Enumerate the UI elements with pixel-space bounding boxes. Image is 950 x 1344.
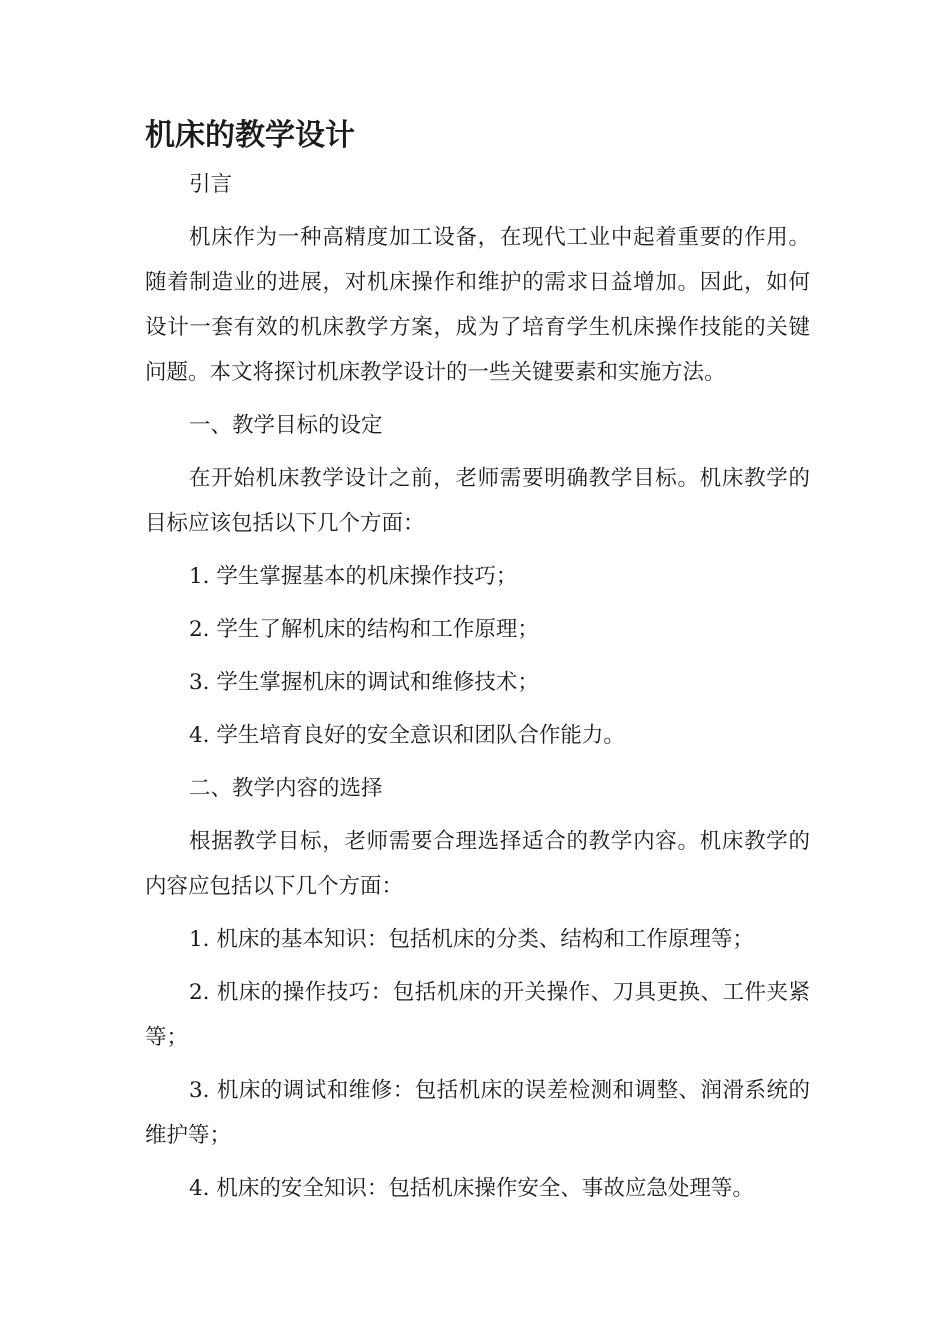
list-item-content-4: 4. 机床的安全知识：包括机床操作安全、事故应急处理等。 <box>189 1176 754 1201</box>
list-item-content-3: 3. 机床的调试和维修：包括机床的误差检测和调整、润滑系统的维护等； <box>145 1078 810 1148</box>
section-heading-content: 二、教学内容的选择 <box>189 776 383 801</box>
paragraph-goals: 在开始机床教学设计之前，老师需要明确教学目标。机床教学的目标应该包括以下几个方面： <box>145 466 810 536</box>
section-heading-intro: 引言 <box>189 172 233 197</box>
document-title: 机床的教学设计 <box>145 118 355 153</box>
list-item-content-1: 1. 机床的基本知识：包括机床的分类、结构和工作原理等； <box>189 927 754 952</box>
paragraph-content: 根据教学目标，老师需要合理选择适合的教学内容。机床教学的内容应包括以下几个方面： <box>145 829 810 899</box>
list-item-goal-2: 2. 学生了解机床的结构和工作原理； <box>189 617 539 642</box>
document-body <box>145 112 810 1219</box>
list-item-content-2: 2. 机床的操作技巧：包括机床的开关操作、刀具更换、工件夹紧等； <box>145 980 810 1050</box>
section-heading-goals: 一、教学目标的设定 <box>189 413 383 438</box>
paragraph-intro: 机床作为一种高精度加工设备，在现代工业中起着重要的作用。随着制造业的进展，对机床操作和维护的需求日益增加。因此，如何设计一套有效的机床教学方案，成为了培育学生机床操作技能的关键问题。本文将探讨机床教学设计的一些关键要素和实施方法。 <box>145 225 810 385</box>
list-item-goal-4: 4. 学生培育良好的安全意识和团队合作能力。 <box>189 723 625 748</box>
list-item-goal-1: 1. 学生掌握基本的机床操作技巧； <box>189 564 518 589</box>
list-item-goal-3: 3. 学生掌握机床的调试和维修技术； <box>189 670 539 695</box>
